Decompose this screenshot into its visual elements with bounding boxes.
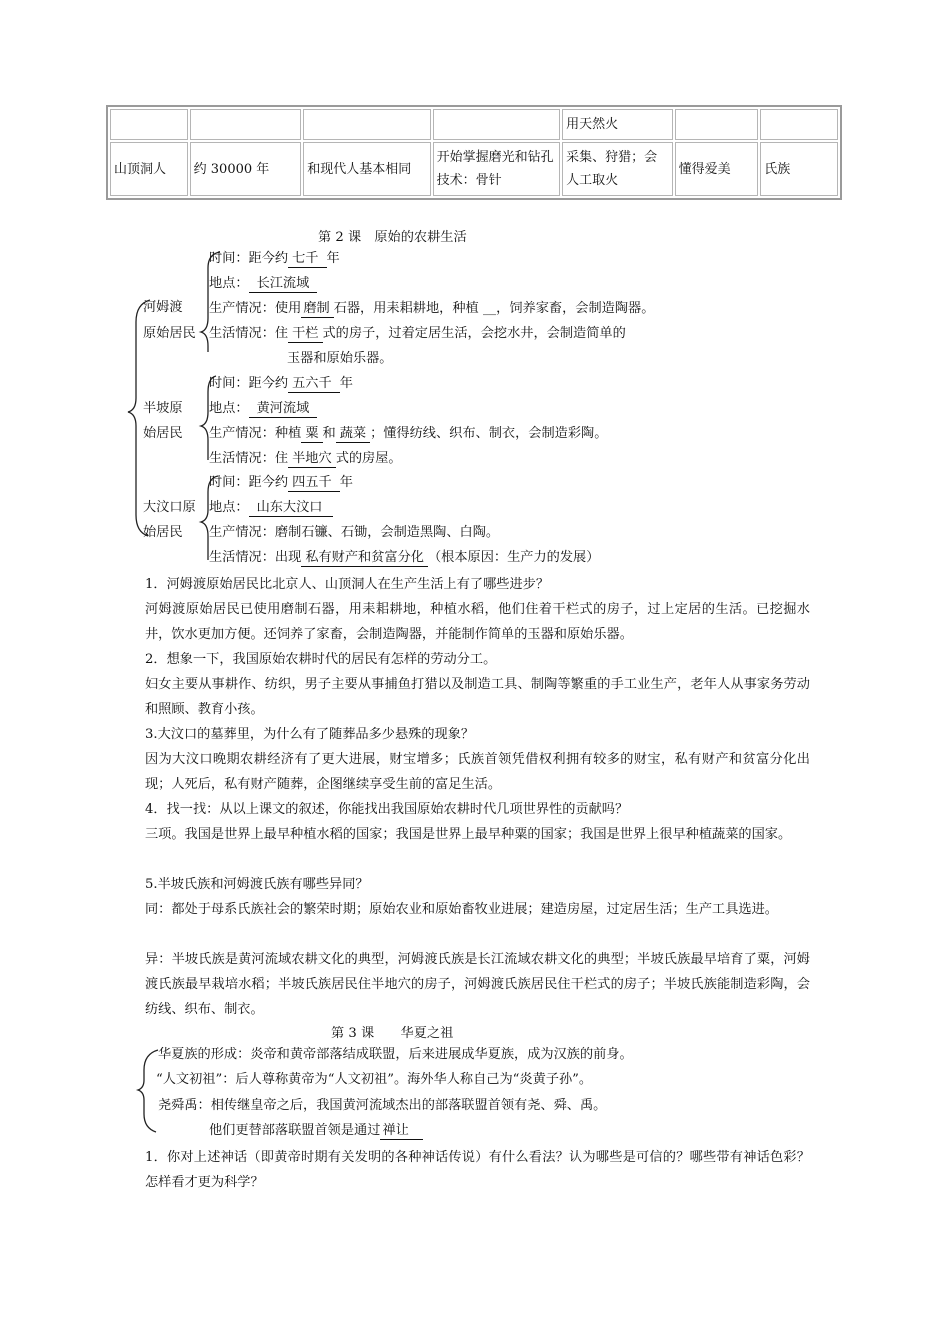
label: ，饲养家畜，会制造陶器。: [496, 301, 655, 316]
lesson3-title: 第 3 课 华夏之祖: [331, 1026, 454, 1041]
fill-in-value: 半地穴: [288, 451, 336, 468]
label: 时间：距今约: [209, 475, 289, 490]
fill-in-value: 黄河流域: [249, 401, 318, 418]
label: 地点：: [209, 401, 249, 416]
label: 年: [339, 475, 353, 490]
label: 生活情况：出现: [209, 550, 302, 565]
table-row: [110, 142, 838, 196]
label: 式的房屋。: [335, 451, 402, 466]
table-cell: 约 30000 年: [190, 142, 302, 196]
table-cell: 氏族: [760, 142, 838, 196]
label: 生产情况：种植: [209, 426, 302, 441]
table-cell: 开始掌握磨光和钻孔技术：骨针: [433, 142, 560, 196]
label: 时间：距今约: [209, 376, 289, 391]
hemudu-name1: 河姆渡: [143, 300, 183, 315]
fill-in-value: 七千: [288, 251, 326, 268]
label: ；懂得纺线、织布、制衣，会制造彩陶。: [370, 426, 608, 441]
label: 年: [339, 376, 353, 391]
table-cell: [433, 109, 560, 140]
hemudu-life: [209, 325, 626, 343]
table-cell: [760, 109, 838, 140]
label: 和: [322, 426, 336, 441]
label: 地点：: [209, 276, 249, 291]
lesson3-line1: 华夏族的形成：炎帝和黄帝部落结成联盟，后来进展成华夏族，成为汉族的前身。: [158, 1047, 633, 1062]
qa-answer: 异：半坡氏族是黄河流域农耕文化的典型，河姆渡氏族是长江流域农耕文化的典型；半坡氏族最早培育了粟，河姆渡氏族最早栽培水稻；半坡氏族居民住半地穴的房子，河姆渡氏族居民住干栏式的房子；半坡氏族能制造彩陶，会纺线、织布、制衣。: [145, 952, 810, 1017]
table-cell: 山顶洞人: [110, 142, 188, 196]
table-cell: [110, 109, 188, 140]
banpo-life: [209, 450, 402, 468]
label: 年: [326, 251, 340, 266]
banpo-name2: 始居民: [143, 426, 183, 441]
label: 式的房子，过着定居生活，会挖水井，会制造简单的: [322, 326, 626, 341]
label: 生活情况：住: [209, 451, 289, 466]
lesson3-line3: 尧舜禹：相传继皇帝之后，我国黄河流域杰出的部落联盟首领有尧、舜、禹。: [158, 1098, 607, 1113]
fill-in-value: 禅让: [380, 1123, 422, 1140]
dawenkou-time: [209, 474, 353, 492]
banpo-time: [209, 375, 353, 393]
label: 石器，用耒耜耕地，种植: [333, 301, 479, 316]
dawenkou-name1: 大汶口原: [143, 500, 196, 515]
hemudu-name2: 原始居民: [143, 326, 196, 341]
qa-answer: 因为大汶口晚期农耕经济有了更大进展，财宝增多；氏族首领凭借权利拥有较多的财宝，私有财产和贫富分化出现；人死后，私有财产随葬，企图继续享受生前的富足生活。: [145, 752, 810, 792]
banpo-place: [209, 400, 317, 418]
table-cell: 懂得爱美: [675, 142, 759, 196]
dawenkou-life: [209, 549, 599, 567]
label: 他们更替部落联盟首领是通过: [209, 1123, 381, 1138]
dawenkou-production: 生产情况：磨制石镰、石锄，会制造黑陶、白陶。: [209, 525, 500, 540]
qa-question: 1．你对上述神话（即黄帝时期有关发明的各种神话传说）有什么看法？认为哪些是可信的？哪些带有神话色彩？怎样看才更为科学？: [145, 1150, 810, 1190]
fill-in-value: 磨制: [301, 301, 333, 318]
qa-question: 1．河姆渡原始居民比北京人、山顶洞人在生产生活上有了哪些进步？: [145, 577, 550, 592]
lesson2-title: 第 2 课 原始的农耕生活: [318, 230, 467, 245]
fill-in-value: 私有财产和贫富分化: [301, 550, 428, 567]
fill-in-value: 长江流域: [249, 276, 318, 293]
table-cell: [675, 109, 759, 140]
qa-question: 3.大汶口的墓葬里，为什么有了随葬品多少悬殊的现象？: [145, 727, 475, 742]
history-table: [106, 105, 842, 200]
hemudu-life-line2: 玉器和原始乐器。: [287, 351, 393, 366]
table-cell: [190, 109, 302, 140]
label: 生产情况：使用: [209, 301, 302, 316]
label: 时间：距今约: [209, 251, 289, 266]
table-cell: [303, 109, 430, 140]
qa-answer: 同：都处于母系氏族社会的繁荣时期；原始农业和原始畜牧业进展；建造房屋，过定居生活；生产工具选进。: [145, 902, 778, 917]
fill-in-value: 五六千: [288, 376, 340, 393]
lesson3-line4: [209, 1122, 423, 1140]
fill-in-value: 蔬菜: [336, 426, 370, 443]
qa-answer: 妇女主要从事耕作、纺织，男子主要从事捕鱼打猎以及制造工具、制陶等繁重的手工业生产，老年人从事家务劳动和照顾、教育小孩。: [145, 677, 810, 717]
table-cell: 采集、狩猎；会人工取火: [562, 142, 673, 196]
dawenkou-name2: 始居民: [143, 525, 183, 540]
table-cell: 用天然火: [562, 109, 673, 140]
label: （根本原因：生产力的发展）: [428, 550, 600, 565]
fill-in-value: 山东大汶口: [249, 500, 333, 517]
lesson3-line2: “人文初祖”：后人尊称黄帝为“人文初祖”。海外华人称自己为“炎黄子孙”。: [156, 1072, 593, 1087]
qa-answer: 河姆渡原始居民已使用磨制石器，用耒耜耕地，种植水稻，他们住着干栏式的房子，过上定居的生活。已挖掘水井，饮水更加方便。还饲养了家畜，会制造陶器，并能制作简单的玉器和原始乐器。: [145, 602, 810, 642]
hemudu-production: [209, 300, 654, 318]
table-cell: 和现代人基本相同: [303, 142, 430, 196]
hemudu-place: [209, 275, 317, 293]
fill-in-value: 粟: [301, 426, 322, 443]
label: 生活情况：住: [209, 326, 289, 341]
qa-answer: 三项。我国是世界上最早种植水稻的国家；我国是世界上最早种粟的国家；我国是世界上很早种植蔬菜的国家。: [145, 827, 792, 842]
fill-in-value: 干栏: [288, 326, 322, 343]
banpo-name1: 半坡原: [143, 401, 183, 416]
dawenkou-place: [209, 499, 333, 517]
label: 地点：: [209, 500, 249, 515]
qa-question: 2．想象一下，我国原始农耕时代的居民有怎样的劳动分工。: [145, 652, 497, 667]
qa-question: 4．找一找：从以上课文的叙述，你能找出我国原始农耕时代几项世界性的贡献吗？: [145, 802, 629, 817]
fill-in-blank: __: [482, 301, 497, 316]
fill-in-value: 四五千: [288, 475, 340, 492]
hemudu-time: [209, 250, 340, 268]
banpo-production: [209, 425, 607, 443]
qa-question: 5.半坡氏族和河姆渡氏族有哪些异同？: [145, 877, 369, 892]
table-row: [110, 109, 838, 140]
